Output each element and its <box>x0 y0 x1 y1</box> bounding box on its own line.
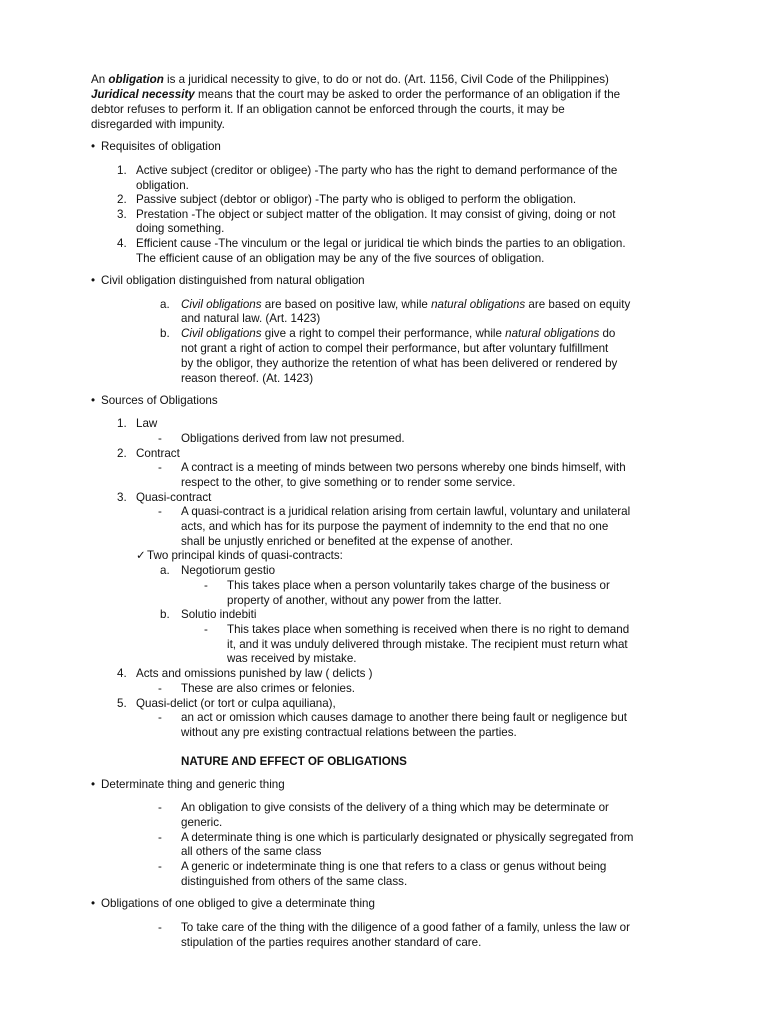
kind-negotiorum-title: Negotiorum gestio <box>181 564 276 577</box>
list-number: 3. <box>117 491 127 504</box>
civil-heading: Civil obligation distinguished from natural obligation <box>101 274 365 287</box>
list-number: 1. <box>117 164 127 177</box>
dash-marker: - <box>158 711 162 724</box>
dash-marker: - <box>158 921 162 934</box>
source-quasi-contract-title: Quasi-contract <box>136 491 212 504</box>
dash-marker: - <box>158 461 162 474</box>
dash-marker: - <box>158 801 162 814</box>
list-letter: b. <box>160 608 170 621</box>
source-law-desc: Obligations derived from law not presumed. <box>181 432 405 445</box>
intro-line-1: An obligation is a juridical necessity to give, to do or not do. (Art. 1156, Civil Code of the Philippines) <box>91 73 609 86</box>
determinate-heading: Determinate thing and generic thing <box>101 778 285 791</box>
dash-marker: - <box>204 579 208 592</box>
intro-line-3: debtor refuses to perform it. If an obligation cannot be enforced through the courts, it may be <box>91 103 565 116</box>
sources-heading: Sources of Obligations <box>101 394 218 407</box>
civil-b-line-2: not grant a right of action to compel their performance, but after voluntary fulfillment <box>181 342 609 355</box>
dash-marker: - <box>158 432 162 445</box>
civil-b-line-4: reason thereof. (At. 1423) <box>181 372 314 385</box>
determinate-item-2-line-2: all others of the same class <box>181 845 322 858</box>
quasi-delict-desc-2: without any pre existing contractual relations between the parties. <box>181 726 517 739</box>
list-number: 3. <box>117 208 127 221</box>
list-number: 2. <box>117 447 127 460</box>
list-letter: a. <box>160 298 170 311</box>
requisite-1-line-1: Active subject (creditor or obligee) -The party who has the right to demand performance of the <box>136 164 618 177</box>
section-heading: NATURE AND EFFECT OF OBLIGATIONS <box>181 755 407 768</box>
civil-b-line-3: by the obligor, they authorize the retention of what has been delivered or rendered by <box>181 357 618 370</box>
list-number: 5. <box>117 697 127 710</box>
determinate-item-3-line-2: distinguished from others of the same class. <box>181 875 408 888</box>
source-acts-title: Acts and omissions punished by law ( delicts ) <box>136 667 373 680</box>
quasi-contract-desc-2: acts, and which has for its purpose the payment of indemnity to the end that no one <box>181 520 609 533</box>
source-contract-desc-2: respect to the other, to give something or to render some service. <box>181 476 516 489</box>
civil-a-line-1: Civil obligations are based on positive law, while natural obligations are based on equity <box>181 298 631 311</box>
bullet-marker: • <box>91 897 96 910</box>
list-letter: b. <box>160 327 170 340</box>
determinate-item-1-line-1: An obligation to give consists of the delivery of a thing which may be determinate or <box>181 801 609 814</box>
quasi-contract-desc-3: shall be unjustly enriched or benefited at the expense of another. <box>181 535 513 548</box>
dash-marker: - <box>158 505 162 518</box>
bullet-marker: • <box>91 778 96 791</box>
requisite-4-line-2: The efficient cause of an obligation may be any of the five sources of obligation. <box>136 252 545 265</box>
intro-line-4: disregarded with impunity. <box>91 118 225 131</box>
determinate-item-3-line-1: A generic or indeterminate thing is one that refers to a class or genus without being <box>181 860 607 873</box>
requisite-1-line-2: obligation. <box>136 179 189 192</box>
intro-line-2: Juridical necessity means that the court may be asked to order the performance of an obligation if the <box>91 88 621 101</box>
quasi-delict-desc-1: an act or omission which causes damage to another there being fault or negligence but <box>181 711 627 724</box>
one-obliged-item-1-line-2: stipulation of the parties requires another standard of care. <box>181 936 482 949</box>
list-number: 4. <box>117 237 127 250</box>
source-contract-desc-1: A contract is a meeting of minds between two persons whereby one binds himself, with <box>181 461 626 474</box>
source-quasi-delict-title: Quasi-delict (or tort or culpa aquiliana), <box>136 697 336 710</box>
kind-negotiorum-desc-1: This takes place when a person voluntarily takes charge of the business or <box>227 579 610 592</box>
requisite-2-line-1: Passive subject (debtor or obligor) -The party who is obliged to perform the obligation. <box>136 193 577 206</box>
source-law-title: Law <box>136 417 158 430</box>
kind-solutio-desc-3: was received by mistake. <box>227 652 357 665</box>
list-letter: a. <box>160 564 170 577</box>
list-number: 1. <box>117 417 127 430</box>
kind-negotiorum-desc-2: property of another, without any power from the latter. <box>227 594 502 607</box>
quasi-contract-kinds-heading: Two principal kinds of quasi-contracts: <box>147 549 343 562</box>
one-obliged-heading: Obligations of one obliged to give a determinate thing <box>101 897 375 910</box>
requisites-heading: Requisites of obligation <box>101 140 221 153</box>
kind-solutio-desc-2: it, and it was unduly delivered through mistake. The recipient must return what <box>227 638 628 651</box>
civil-b-line-1: Civil obligations give a right to compel their performance, while natural obligations do <box>181 327 616 340</box>
list-number: 4. <box>117 667 127 680</box>
civil-a-line-2: and natural law. (Art. 1423) <box>181 312 321 325</box>
dash-marker: - <box>158 831 162 844</box>
bullet-marker: • <box>91 274 96 287</box>
determinate-item-2-line-1: A determinate thing is one which is particularly designated or physically segregated from <box>181 831 634 844</box>
quasi-contract-desc-1: A quasi-contract is a juridical relation arising from certain lawful, voluntary and unilateral <box>181 505 631 518</box>
kind-solutio-title: Solutio indebiti <box>181 608 257 621</box>
determinate-item-1-line-2: generic. <box>181 816 223 829</box>
bullet-marker: • <box>91 140 96 153</box>
kind-solutio-desc-1: This takes place when something is received when there is no right to demand <box>227 623 630 636</box>
dash-marker: - <box>204 623 208 636</box>
list-number: 2. <box>117 193 127 206</box>
dash-marker: - <box>158 682 162 695</box>
term-juridical-necessity: Juridical necessity <box>91 88 195 101</box>
check-icon: ✓ <box>136 549 146 562</box>
term-obligation: obligation <box>108 73 164 86</box>
requisite-4-line-1: Efficient cause -The vinculum or the legal or juridical tie which binds the parties to an obligation. <box>136 237 626 250</box>
source-contract-title: Contract <box>136 447 180 460</box>
dash-marker: - <box>158 860 162 873</box>
requisite-3-line-2: doing something. <box>136 222 225 235</box>
bullet-marker: • <box>91 394 96 407</box>
requisite-3-line-1: Prestation -The object or subject matter of the obligation. It may consist of giving, doing or not <box>136 208 616 221</box>
source-acts-desc: These are also crimes or felonies. <box>181 682 355 695</box>
one-obliged-item-1-line-1: To take care of the thing with the diligence of a good father of a family, unless the law or <box>181 921 630 934</box>
